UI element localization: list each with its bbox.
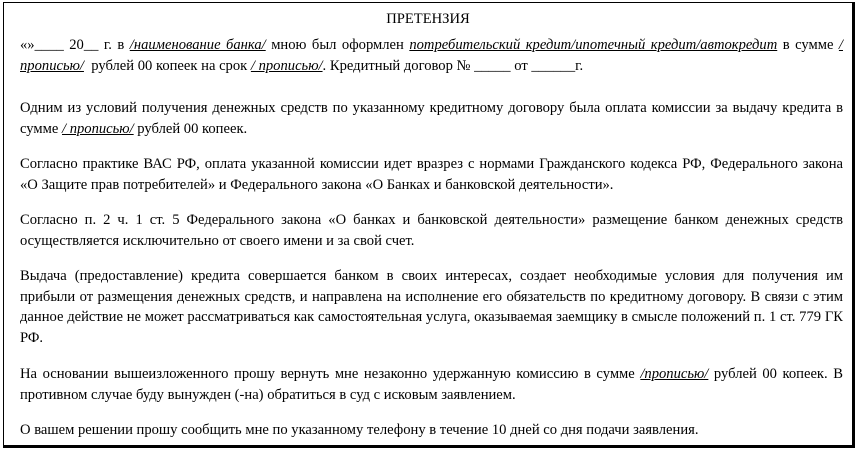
commission-amount-placeholder: / прописью/ [62,120,134,137]
text-fragment: в сумме [777,37,839,53]
amount-placeholder: / прописью/ [20,37,843,74]
text-fragment: мною был оформлен [265,37,410,53]
paragraph-commission [20,98,843,139]
document-title: ПРЕТЕНЗИЯ [386,11,470,27]
term-placeholder: / прописью/ [250,57,323,74]
paragraph-credit-issuance: Выдача (предоставление) кредита совершается банком в своих интересах, создает необходимые условия для получения им прибыли от размещения денежных средств, и направлена на исполнение его обязательств по кредитному договору. В связи с этим данное действие не может рассматриваться как самостоятельная услуга, оказываемая заемщику в смысле положений п. 1 ст. 779 ГК РФ. [20,268,843,346]
paragraph-vas-practice: Согласно практике ВАС РФ, оплата указанной комиссии идет вразрез с нормами Гражданского кодекса РФ, Федерального закона «О Защите прав потребителей» и Федерального закона «О Банках и банковской деятельности». [20,156,843,193]
paragraph-federal-law: Согласно п. 2 ч. 1 ст. 5 Федерального закона «О банках и банковской деятельности» размещение банком денежных средств осуществляется исключительно от своего имени и за свой счет. [20,212,843,249]
date-text: «»____ 20__ г. в [20,37,130,53]
claim-document [3,2,855,448]
text-fragment: рублей 00 копеек. В противном случае буду вынужден (-на) обратиться в суд с исковым заявлением. [20,366,843,403]
text-fragment: На основании вышеизложенного прошу вернуть мне незаконно удержанную комиссию в сумме [20,366,641,382]
paragraph-response-request: О вашем решении прошу сообщить мне по указанному телефону в течение 10 дней со дня подачи заявления. [20,422,699,438]
paragraph-refund-request [20,364,843,405]
credit-type-placeholder: потребительский кредит/ипотечный кредит/автокредит [409,37,778,53]
refund-amount-placeholder: /прописью/ [640,366,709,382]
bank-name-placeholder: /наименование банка/ [129,37,266,53]
text-fragment: рублей 00 копеек. [133,120,248,137]
text-fragment: . Кредитный договор № _____ от ______г. [322,57,584,74]
text-fragment: Одним из условий получения денежных средств по указанному кредитному договору была оплата комиссии за выдачу кредита в сумме [20,100,843,137]
paragraph-credit-details [20,35,843,76]
text-fragment: рублей 00 копеек на срок [83,57,251,74]
